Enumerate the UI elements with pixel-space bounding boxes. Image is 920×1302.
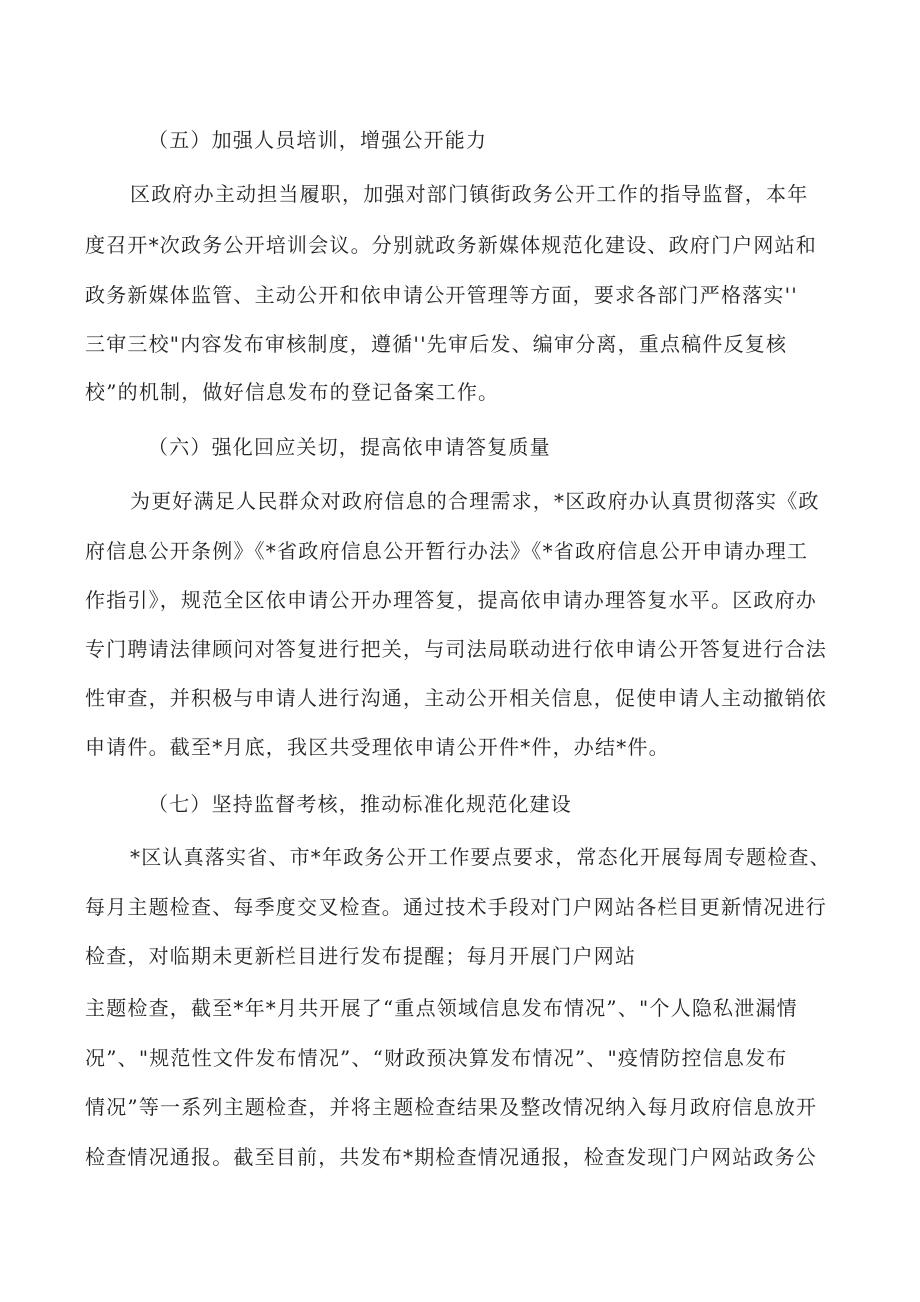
paragraph-line: 校”的机制，做好信息发布的登记备案工作。 <box>85 380 500 404</box>
paragraph-line: 政务新媒体监管、主动公开和依申请公开管理等方面，要求各部门严格落实'' <box>85 283 798 307</box>
paragraph-line: 申请件。截至*月底，我区共受理依申请公开件*件，办结*件。 <box>85 735 670 759</box>
paragraph-line: 三审三校"内容发布审核制度，遵循''先审后发、编审分离，重点稿件反复核 <box>85 332 788 356</box>
paragraph-line: 检查，对临期未更新栏目进行发布提醒；每月开展门户网站 <box>85 944 637 968</box>
paragraph-line: 况”、"规范性文件发布情况”、“财政预决算发布情况”、"疫情防控信息发布 <box>85 1046 788 1070</box>
paragraph-line: 为更好满足人民群众对政府信息的合理需求，*区政府办认真贯彻落实《政 <box>130 489 820 513</box>
paragraph-line: 专门聘请法律顾问对答复进行把关，与司法局联动进行依申请公开答复进行合法 <box>85 637 827 661</box>
section-heading-7: （七）坚持监督考核，推动标准化规范化建设 <box>148 792 572 816</box>
section-heading-5: （五）加强人员培训，增强公开能力 <box>148 128 488 152</box>
paragraph-line: 主题检查，截至*年*月共开展了“重点领域信息发布情况”、"个人隐私泄漏情 <box>85 996 798 1020</box>
paragraph-line: 府信息公开条例》《*省政府信息公开暂行办法》《*省政府信息公开申请办理工 <box>85 539 809 563</box>
paragraph-line: 每月主题检查、每季度交叉检查。通过技术手段对门户网站各栏目更新情况进行 <box>85 895 827 919</box>
section-heading-6: （六）强化回应关切，提高依申请答复质量 <box>148 435 551 459</box>
paragraph-line: 区政府办主动担当履职，加强对部门镇街政务公开工作的指导监督，本年 <box>130 182 809 206</box>
paragraph-line: 作指引》，规范全区依申请公开办理答复，提高依申请办理答复水平。区政府办 <box>85 588 817 612</box>
paragraph-line: 情况”等一系列主题检查，并将主题检查结果及整改情况纳入每月政府信息放开 <box>85 1095 818 1119</box>
paragraph-line: *区认真落实省、市*年政务公开工作要点要求，常态化开展每周专题检查、 <box>130 845 831 869</box>
paragraph-line: 检查情况通报。截至目前，共发布*期检查情况通报，检查发现门户网站政务公 <box>85 1145 817 1169</box>
paragraph-line: 度召开*次政务公开培训会议。分别就政务新媒体规范化建设、政府门户网站和 <box>85 233 817 257</box>
paragraph-line: 性审查，并积极与申请人进行沟通，主动公开相关信息，促使申请人主动撤销依 <box>85 686 827 710</box>
